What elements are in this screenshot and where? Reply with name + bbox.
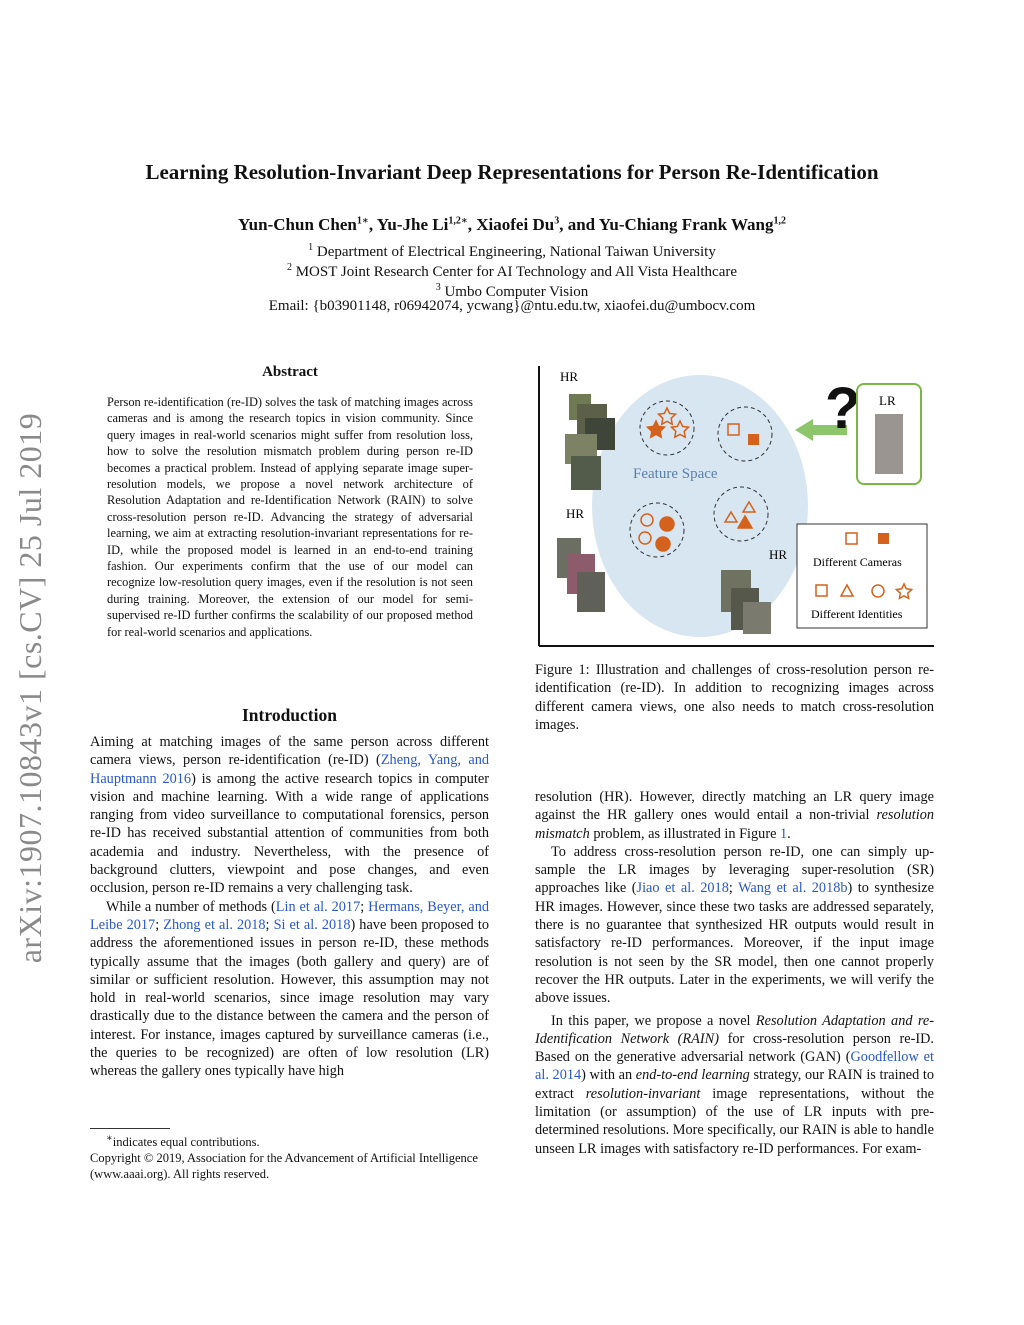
hr-image-thumb — [571, 456, 601, 490]
feature-space-label: Feature Space — [633, 466, 718, 482]
citation-link[interactable]: Wang et al. 2018b — [738, 880, 848, 897]
affiliation: $^1$ Department of Electrical Engineering, National Taiwan University — [308, 242, 716, 260]
square-marker-filled — [748, 434, 759, 445]
paragraph: In this paper, we propose a novel Resolution Adaptation and re-Identification Network (RAIN) for cross-resolution person re-ID. Based on the generative adversarial network (GAN) (Goodfellow et al. 2014) with an end-to-end learning strategy, our RAIN is trained to extract resolution-invariant image representations, without the limitation (or assumption) of the use of LR inputs with pre-determined resolutions. More specifically, our RAIN is able to handle unseen LR images with satisfactory re-ID performances. For exam- — [535, 1012, 935, 1157]
right-column-body — [535, 788, 934, 1158]
author-name: Yu-Jhe Li — [376, 215, 449, 234]
label-hr: HR — [566, 506, 585, 521]
hr-image-thumb — [743, 602, 771, 634]
legend-cameras-label: Different Cameras — [813, 555, 902, 569]
affiliation: $^3$ Umbo Computer Vision — [435, 282, 589, 300]
citation-link[interactable]: Si et al. 2018 — [273, 916, 351, 933]
citation-link[interactable]: Goodfellow et al. 2014 — [535, 1049, 934, 1084]
legend-square-filled — [878, 533, 889, 544]
footnote: ∗indicates equal contributions. Copyright © 2019, Association for the Advancement of Artificial Intelligence (www.aaai.org). All rights reserved. — [90, 1131, 489, 1182]
citation-link[interactable]: Zhong et al. 2018 — [163, 916, 266, 933]
abstract-text: Person re-identification (re-ID) solves the task of matching images across cameras and is among the research topics in vision community. Since query images in real-world scenarios might suffer from resolution loss, how to solve the resolution mismatch problem during person re-ID becomes a practical problem. Instead of applying separate image super-resolution models, we propose a novel network architecture of Resolution Adaptation and re-Identification Network (RAIN) to solve cross-resolution person re-ID. Advancing the strategy of adversarial learning, we aim at extracting resolution-invariant representations for re-ID, while the proposed model is learned in an end-to-end training fashion. Our experiments confirm that the use of our model can recognize low-resolution query images, even if the resolution is not seen during training. Moreover, the extension of our model for semi-supervised re-ID further confirms the scalability of our proposed method for real-world scenarios and applications. — [107, 395, 473, 639]
paragraph: resolution (HR). However, directly matching an LR query image against the HR gallery ones would entail a non-trivial resolution mismatch problem, as illustrated in Figure 1. — [535, 789, 934, 842]
author-sup: 1∗ — [356, 215, 369, 227]
copyright-notice: Copyright © 2019, Association for the Advancement of Artificial Intelligence (www.aaai.org). All rights reserved. — [90, 1151, 478, 1182]
paragraph: Aiming at matching images of the same person across different camera views, person re-identification (re-ID) (Zheng, Yang, and Hauptmann 2016) is among the active research topics in computer vision and machine learning. With a wide range of applications ranging from video surveillance to computational forensics, person re-ID has received substantial attention of communities from both academia and industry. Nevertheless, with the presence of background clutters, viewpoint and pose changes, and even occlusion, person re-ID remains a very challenging task. — [90, 734, 489, 897]
feature-space-region — [592, 375, 808, 637]
author-sup: 1,2 — [773, 215, 787, 227]
hr-image-thumb — [577, 572, 605, 612]
footnote-rule — [90, 1128, 170, 1129]
figure-caption: Figure 1: Illustration and challenges of cross-resolution person re-identification (re-ID). In addition to recognizing images across different camera views, one also needs to match cross-resolution images. — [535, 662, 934, 733]
author-sup: 1,2∗ — [448, 215, 468, 227]
arxiv-stamp: arXiv:1907.10843v1 [cs.CV] 25 Jul 2019 — [12, 412, 48, 964]
figure-ref-link[interactable]: 1 — [780, 825, 788, 842]
question-mark: ? — [825, 376, 861, 441]
paragraph: While a number of methods (Lin et al. 2017; Hermans, Beyer, and Leibe 2017; Zhong et al. 2018; Si et al. 2018) have been proposed to address the aforementioned issues in person re-ID, these methods typically assume that the images (both gallery and query) are of similar or sufficient resolution. However, this assumption may not hold in real-world scenarios, since image resolution may vary drastically due to the distance between the camera and the person of interest. For instance, images captured by surveillance cameras (i.e., the queries to be recognized) are often of low resolution (LR) whereas the gallery ones typically have high — [90, 898, 489, 1080]
paragraph: To address cross-resolution person re-ID, one can simply up-sample the LR images by leveraging super-resolution (SR) approaches like (Jiao et al. 2018; Wang et al. 2018b) to synthesize HR images. However, since these two tasks are addressed separately, there is no guarantee that synthesized HR outputs would result in satisfactory re-ID performances. Moreover, if the input image resolution is not seen by the SR model, then one cannot properly recover the HR outputs. Later in the experiments, we will verify the above issues. — [535, 843, 934, 1007]
abstract-heading: Abstract — [262, 364, 318, 380]
introduction-heading: Introduction — [242, 705, 337, 725]
author-sup: 3 — [554, 215, 560, 227]
lr-image-thumb — [875, 414, 903, 474]
author-name: Xiaofei Du — [476, 215, 555, 234]
paper-title: Learning Resolution-Invariant Deep Representations for Person Re-Identification — [145, 160, 879, 184]
figure-1 — [535, 366, 934, 648]
label-hr: HR — [769, 547, 788, 562]
affiliation: $^2$ MOST Joint Research Center for AI Technology and All Vista Healthcare — [286, 262, 738, 280]
label-lr: LR — [879, 393, 896, 408]
author-name: Yun-Chun Chen — [237, 215, 357, 234]
citation-link[interactable]: Jiao et al. 2018 — [636, 880, 729, 897]
citation-link[interactable]: Lin et al. 2017 — [275, 898, 361, 915]
legend-identities-label: Different Identities — [811, 607, 903, 621]
citation-link[interactable]: Hermans, Beyer, and Leibe 2017 — [90, 898, 489, 933]
left-column-body — [90, 733, 489, 1081]
citation-link[interactable]: Zheng, Yang, and Hauptmann 2016 — [90, 752, 489, 787]
author-name: Yu-Chiang Frank Wang — [598, 215, 774, 234]
label-hr: HR — [560, 369, 579, 384]
author-list: Yun-Chun Chen$^{1∗}$, Yu-Jhe $Li^{1,2∗}$, Xiaofei Du$^3$, and Yu-Chiang Frank Wang$^{1,2}$ — [237, 215, 787, 234]
email-line: Email: {b03901148, r06942074, ycwang}@ntu.edu.tw, xiaofei.du@umbocv.com — [268, 298, 756, 314]
